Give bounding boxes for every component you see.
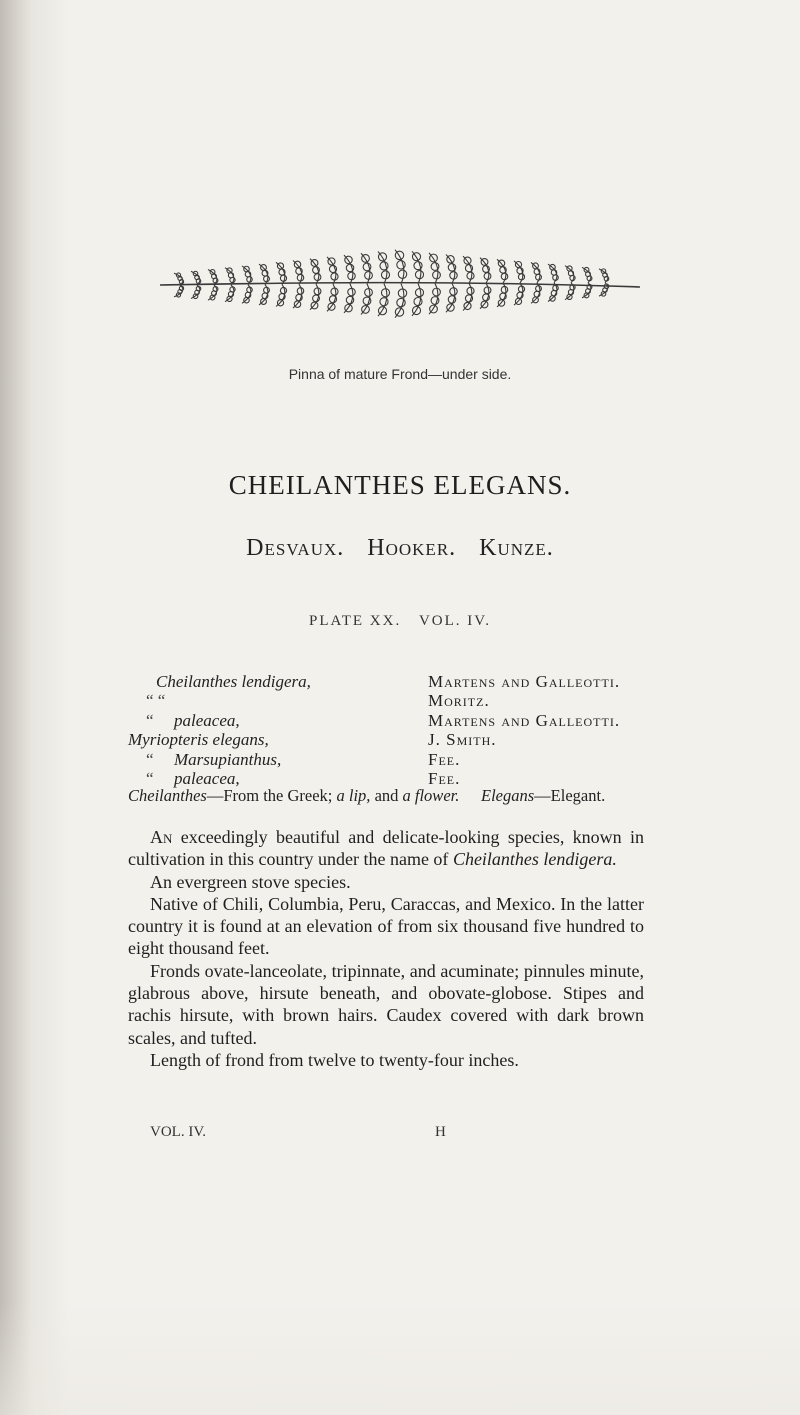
paragraph: Length of frond from twelve to twenty-four inches.: [150, 1049, 519, 1070]
volume-label: VOL. IV.: [418, 613, 491, 629]
synonym-genus: Cheilanthes: [156, 672, 238, 691]
synonym-epithet: Marsupianthus,: [174, 749, 282, 769]
synonym-authority: Martens and Galleotti.: [428, 672, 621, 691]
synonym-row: [128, 711, 648, 730]
author-3: Kunze.: [479, 535, 554, 561]
etymology-species: [481, 786, 605, 806]
ditto-mark: “: [146, 768, 154, 788]
page-edge-shadow: [0, 0, 70, 1415]
synonymy-list: [128, 672, 648, 788]
synonym-epithet: elegans,: [212, 730, 269, 750]
synonym-row: [128, 672, 648, 691]
etymology-flower: a flower.: [402, 786, 460, 805]
author-1: Desvaux.: [246, 535, 345, 561]
footer-volume: VOL. IV.: [150, 1124, 206, 1140]
synonym-name: [128, 672, 311, 692]
signature-mark: H: [435, 1124, 446, 1140]
etymology-genus: Cheilanthes: [128, 786, 207, 805]
illustration-caption: Pinna of mature Frond—under side.: [288, 366, 512, 382]
etymology-genus-text: —From the Greek;: [206, 786, 337, 805]
synonym-epithet: paleacea,: [174, 768, 240, 788]
synonym-authority: Fee.: [428, 749, 461, 769]
synonym-authority: J. Smith.: [428, 730, 497, 750]
page-bottom-tone: [0, 1300, 800, 1415]
synonym-name: [128, 730, 269, 750]
paragraph: An evergreen stove species.: [150, 871, 351, 892]
authors-line: [0, 535, 800, 562]
synonym-authority: Moritz.: [428, 691, 490, 711]
synonym-row: [128, 730, 648, 749]
ditto-mark: “: [146, 749, 154, 769]
paragraph-text: exceedingly beautiful and delicate-looking species, known in cultivation in this country under the name of: [128, 827, 644, 870]
plate-label: PLATE XX.: [309, 613, 402, 629]
synonym-epithet: lendigera,: [241, 672, 311, 691]
synonym-name: [146, 750, 281, 770]
synonym-name: [146, 711, 240, 731]
etymology-and: and: [370, 786, 403, 805]
etymology-species-text: —Elegant.: [534, 786, 606, 805]
ditto-mark: “ “: [146, 691, 166, 711]
paragraph: Fronds ovate-lanceolate, tripinnate, and acuminate; pinnules minute, glabrous above, hirsute beneath, and obovate-globose. Stipes and rachis hirsute, with brown hairs. Caudex covered with dark brown scales, and tufted.: [128, 960, 644, 1048]
synonym-genus: Myriopteris: [128, 730, 209, 750]
etymology-lip: a lip,: [336, 786, 371, 805]
paragraph: Native of Chili, Columbia, Peru, Caraccas, and Mexico. In the latter country it is found at an elevation of from six thousand five hundred to eight thousand feet.: [128, 893, 644, 959]
page-title: CHEILANTHES ELEGANS.: [228, 470, 572, 500]
ditto-mark: “: [146, 710, 154, 730]
etymology-species-term: Elegans: [481, 786, 535, 805]
paragraph-italic: Cheilanthes lendigera.: [452, 849, 617, 870]
fern-pinna-illustration: [140, 225, 660, 345]
author-2: Hooker.: [367, 535, 457, 561]
synonym-row: [128, 750, 648, 769]
synonym-authority: Martens and Galleotti.: [428, 710, 621, 730]
synonym-row: [128, 691, 648, 710]
synonym-authority: Fee.: [428, 768, 461, 788]
description-text: [128, 826, 644, 1071]
lead-word: An: [150, 827, 173, 847]
synonym-name: [128, 691, 165, 711]
synonym-epithet: paleacea,: [174, 710, 240, 730]
plate-reference: [0, 613, 800, 630]
etymology-line: [128, 786, 648, 806]
paragraph: [128, 826, 644, 871]
